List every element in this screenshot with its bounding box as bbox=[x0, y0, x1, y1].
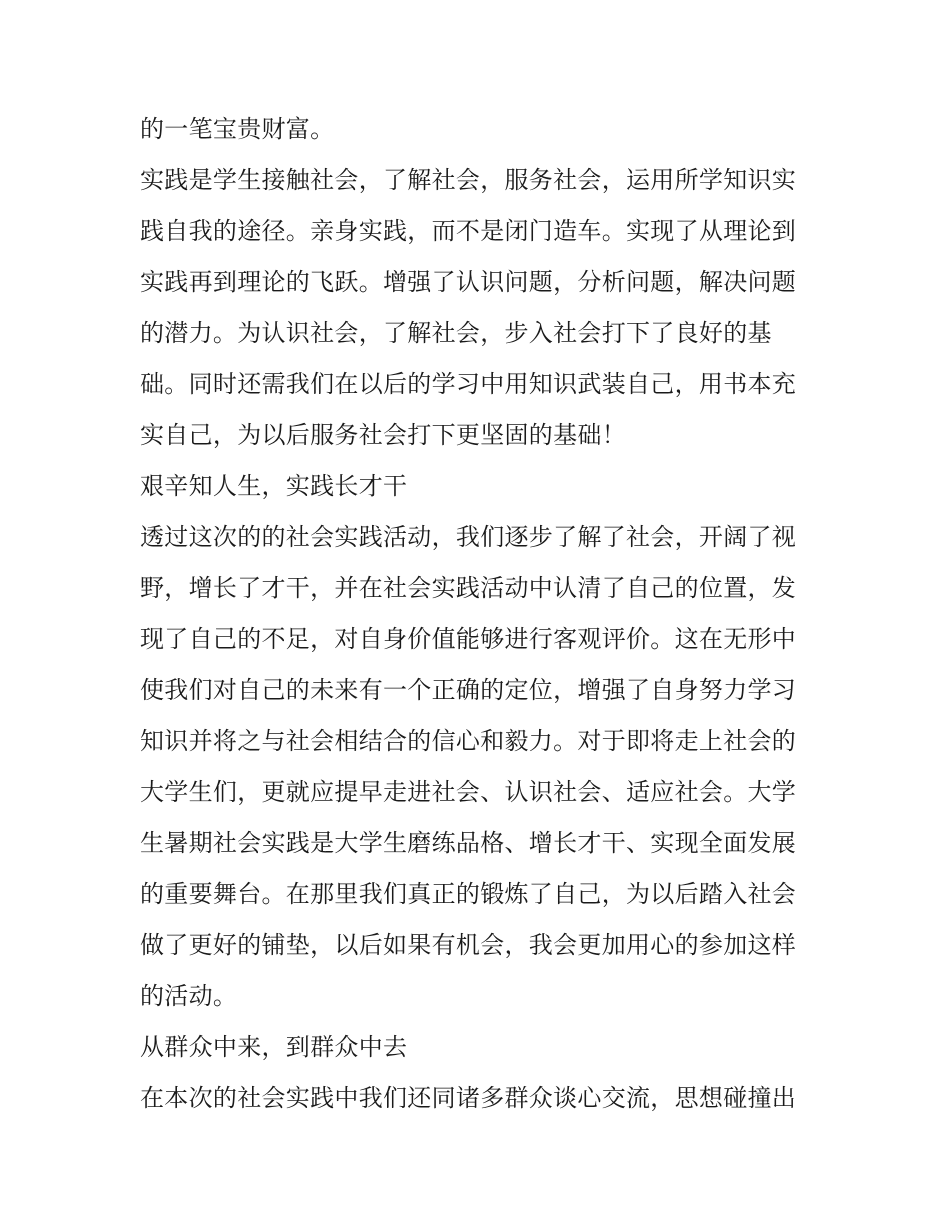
paragraph-line: 的潜力。为认识社会，了解社会，步入社会打下了良好的基 bbox=[140, 319, 772, 347]
paragraph-line: 野，增长了才干，并在社会实践活动中认清了自己的位置，发 bbox=[140, 574, 797, 602]
document-body bbox=[140, 104, 812, 1124]
section-heading: 从群众中来，到群众中去 bbox=[140, 1033, 408, 1061]
paragraph-line: 做了更好的铺垫，以后如果有机会，我会更加用心的参加这样 bbox=[140, 931, 797, 959]
paragraph-line: 的活动。 bbox=[140, 982, 238, 1010]
section-heading: 艰辛知人生，实践长才干 bbox=[140, 472, 408, 500]
paragraph-line: 现了自己的不足，对自身价值能够进行客观评价。这在无形中 bbox=[140, 625, 797, 653]
paragraph-line: 知识并将之与社会相结合的信心和毅力。对于即将走上社会的 bbox=[140, 727, 797, 755]
paragraph-line: 践自我的途径。亲身实践，而不是闭门造车。实现了从理论到 bbox=[140, 217, 797, 245]
paragraph-line: 实践是学生接触社会，了解社会，服务社会，运用所学知识实 bbox=[140, 166, 797, 194]
paragraph-line: 使我们对自己的未来有一个正确的定位，增强了自身努力学习 bbox=[140, 676, 797, 704]
paragraph-line: 透过这次的的社会实践活动，我们逐步了解了社会，开阔了视 bbox=[140, 523, 797, 551]
paragraph-line: 的重要舞台。在那里我们真正的锻炼了自己，为以后踏入社会 bbox=[140, 880, 797, 908]
paragraph-line: 生暑期社会实践是大学生磨练品格、增长才干、实现全面发展 bbox=[140, 829, 797, 857]
paragraph-line: 实践再到理论的飞跃。增强了认识问题，分析问题，解决问题 bbox=[140, 268, 797, 296]
paragraph-line: 础。同时还需我们在以后的学习中用知识武装自己，用书本充 bbox=[140, 370, 797, 398]
paragraph-line: 实自己，为以后服务社会打下更坚固的基础！ bbox=[140, 421, 626, 449]
paragraph-line: 大学生们，更就应提早走进社会、认识社会、适应社会。大学 bbox=[140, 778, 797, 806]
paragraph-line: 在本次的社会实践中我们还同诸多群众谈心交流，思想碰撞出 bbox=[140, 1084, 797, 1112]
paragraph-line: 的一笔宝贵财富。 bbox=[140, 115, 335, 143]
